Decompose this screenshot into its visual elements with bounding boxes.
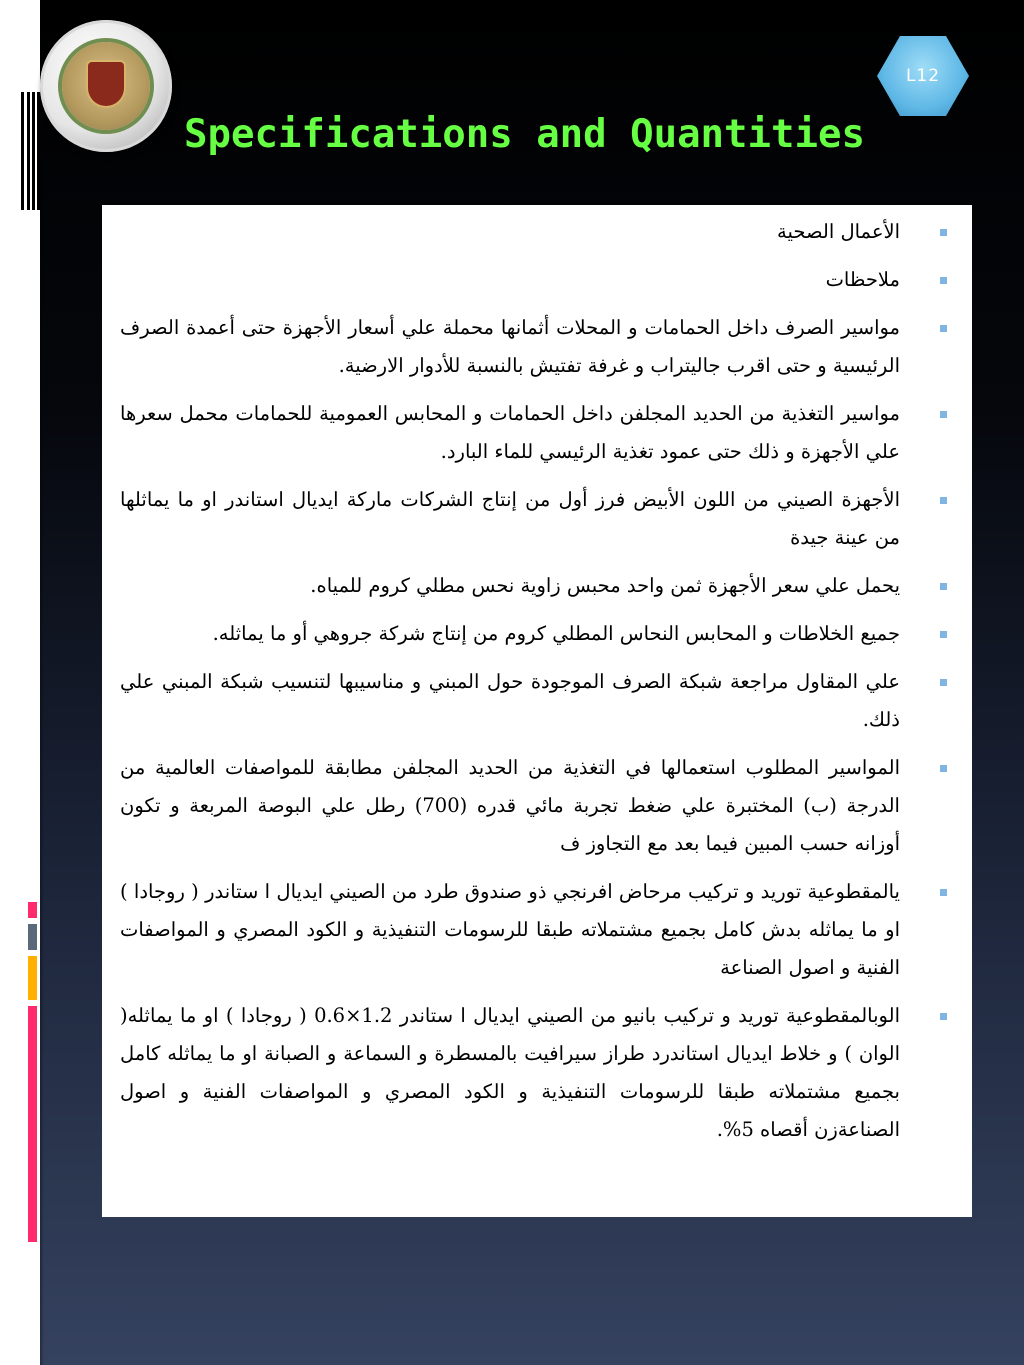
bullet-square-icon: [940, 765, 947, 772]
list-item: [120, 481, 948, 557]
bullet-square-icon: [940, 411, 947, 418]
bullet-square-icon: [940, 631, 947, 638]
list-item: [120, 261, 948, 299]
color-bar-pink-long: [28, 1006, 37, 1242]
bullet-square-icon: [940, 325, 947, 332]
bullet-square-icon: [940, 229, 947, 236]
film-marks-decoration: [21, 92, 43, 210]
color-bar-pink: [28, 902, 37, 918]
seal-shield: [88, 62, 124, 106]
item-text: الأجهزة الصيني من اللون الأبيض فرز أول من إنتاج الشركات ماركة ايديال استاندر او ما يماثلها من عينة جيدة: [120, 488, 900, 549]
item-text: مواسير الصرف داخل الحمامات و المحلات أثمانها محملة علي أسعار الأجهزة حتى أعمدة الصرف الرئيسية و حتى اقرب جاليتراب و غرفة تفتيش بالنسبة للأدوار الارضية.: [120, 316, 900, 377]
bullet-square-icon: [940, 1013, 947, 1020]
bullet-square-icon: [940, 497, 947, 504]
item-text: مواسير التغذية من الحديد المجلفن داخل الحمامات و المحابس العمومية للحمامات محمل سعرها علي الأجهزة و ذلك حتى عمود تغذية الرئيسي للماء البارد.: [120, 402, 900, 463]
bullet-square-icon: [940, 679, 947, 686]
slide-title: Specifications and Quantities: [184, 112, 865, 157]
list-item: [120, 873, 948, 987]
item-text: المواسير المطلوب استعمالها في التغذية من الحديد المجلفن مطابقة للمواصفات العالمية من الدرجة (ب) المختبرة علي ضغط تجربة مائي قدره (700) رطل علي البوصة المربعة و تكون أوزانه حسب المبين فيما بعد مع التجاوز ف: [120, 756, 900, 855]
list-item: [120, 663, 948, 739]
lecture-badge-label: L12: [905, 66, 941, 86]
bullet-square-icon: [940, 889, 947, 896]
list-item: [120, 615, 948, 653]
item-text: يالمقطوعية توريد و تركيب مرحاض افرنجي ذو صندوق طرد من الصيني ايديال ا ستاندر ( روجادا ) او ما يماثله بدش كامل بجميع مشتملاته طبقا للرسومات التنفيذية و الكود المصري و المواصفات الفنية و اصول الصناعة: [120, 880, 900, 979]
list-item: [120, 567, 948, 605]
item-text: الأعمال الصحية: [777, 220, 900, 243]
item-text: جميع الخلاطات و المحابس النحاس المطلي كروم من إنتاج شركة جروهي أو ما يماثله.: [212, 622, 900, 645]
item-text: علي المقاول مراجعة شبكة الصرف الموجودة حول المبني و مناسيبها لتنسيب شبكة المبني علي ذلك.: [120, 670, 900, 731]
list-item: [120, 749, 948, 863]
bullet-square-icon: [940, 277, 947, 284]
bullet-list: [120, 213, 948, 1149]
university-seal-icon: [40, 20, 172, 152]
item-text: ملاحظات: [825, 268, 900, 291]
color-bar-gray: [28, 924, 37, 950]
list-item: [120, 213, 948, 251]
list-item: [120, 395, 948, 471]
list-item: [120, 309, 948, 385]
bullet-square-icon: [940, 583, 947, 590]
list-item: [120, 997, 948, 1149]
item-text: يحمل علي سعر الأجهزة ثمن واحد محبس زاوية نحس مطلي كروم للمياه.: [310, 574, 900, 597]
content-panel: [102, 205, 972, 1217]
seal-emblem: [62, 42, 150, 130]
item-text: الوبالمقطوعية توريد و تركيب بانيو من الصيني ايديال ا ستاندر 1.2×0.6 ( روجادا ) او ما يماثله( الوان ) و خلاط ايديال استاندرد طراز سيرافيت بالمسطرة و السماعة و الصبانة او ما يماثله كامل بجميع مشتملاته طبقا للرسومات التنفيذية و الكود المصري و المواصفات الفنية و اصول الصناعةزن أقصاه 5%.: [120, 1004, 900, 1141]
color-bar-orange: [28, 956, 37, 1000]
